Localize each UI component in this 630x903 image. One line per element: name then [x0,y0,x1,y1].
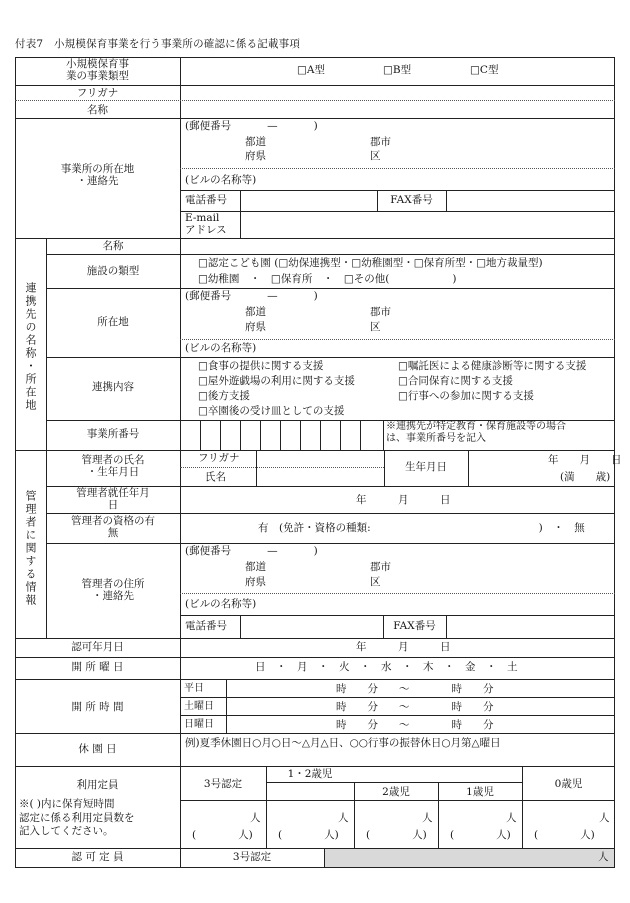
digit-cell-divider [240,420,241,450]
capacity-count-cell[interactable]: 人 [422,812,433,824]
type-a-checkbox[interactable]: □A型 [297,64,326,76]
digit-cell-divider [200,420,201,450]
support-item-7[interactable]: □卒園後の受け皿としての支援 [198,405,345,417]
business-type-label: 小規模保育事 業の事業類型 [66,58,129,83]
support-item-5[interactable]: □後方支援 [198,390,250,402]
digit-cell-divider [320,420,321,450]
partner-address-label: 所在地 [97,316,129,328]
manager-name-label: 管理者の氏名 ・生年月日 [81,454,145,479]
closed-days-label: 休 園 日 [78,743,117,755]
approval-date-label: 認可年月日 [71,641,124,653]
qualification-field[interactable]: 有 (免許・資格の種類: ) ・ 無 [258,522,585,534]
support-item-1[interactable]: □食事の提供に関する支援 [198,360,324,372]
short-time-count-cell[interactable]: ( 人) [366,829,427,841]
approved-capacity-label: 認 可 定 員 [71,851,124,863]
capacity-note: ※( )内に保育短時間 認定に係る利用定員数を 記入してください。 [19,798,135,838]
open-days-options[interactable]: 日 ・ 月 ・ 火 ・ 水 ・ 木 ・ 金 ・ 土 [255,661,518,673]
postal-code-label: (郵便番号 — ) [185,120,318,132]
digit-cell-divider [360,420,361,450]
fax-label: FAX番号 [390,194,433,206]
short-time-count-cell[interactable]: ( 人) [278,829,339,841]
building-name-label: (ビルの名称等) [185,174,257,186]
capacity-count-cell[interactable]: 人 [250,812,261,824]
digit-cell-divider [260,420,261,450]
facility-name-label: 名称 [87,104,108,116]
digit-cell-divider [300,420,301,450]
open-hours-label: 開 所 時 間 [71,701,124,713]
email-label: E-mail アドレス [185,212,227,237]
short-time-count-cell[interactable]: ( 人) [450,829,511,841]
manager-qualification-label: 管理者の資格の有 無 [71,515,155,540]
open-days-label: 開 所 曜 日 [71,661,124,673]
capacity-label: 利用定員 [76,779,119,791]
short-time-count-cell[interactable]: ( 人) [534,829,595,841]
facility-address-label: 事業所の所在地 ・連絡先 [60,163,135,188]
digit-cell-divider [220,420,221,450]
facility-category-label: 施設の類型 [86,265,140,277]
form-title: 付表7 小規模保育事業を行う事業所の確認に係る記載事項 [15,38,301,50]
tel-label: 電話番号 [185,194,227,206]
capacity-count-cell[interactable]: 人 [338,812,349,824]
capacity-count-cell[interactable]: 人 [506,812,517,824]
digit-cell-divider [340,420,341,450]
support-item-3[interactable]: □屋外遊戯場の利用に関する支援 [198,375,355,387]
short-time-count-cell[interactable]: ( 人) [192,829,253,841]
category-line2[interactable]: □幼稚園 ・ □保育所 ・ □その他( ) [198,273,457,285]
support-item-2[interactable]: □嘱託医による健康診断等に関する支援 [398,360,587,372]
partner-group-label: 連携先の名称・所在地 [24,282,37,412]
manager-appointment-label: 管理者就任年月 日 [76,487,150,512]
manager-group-label: 管理者に関する情報 [24,490,37,607]
closed-days-example: 例)夏季休園日○月○日～△月△日、○○行事の振替休日○月第△曜日 [185,737,501,749]
manager-address-label: 管理者の住所 ・連絡先 [81,578,145,603]
partner-name-label: 名称 [102,240,124,252]
facility-number-note: ※連携先が特定教育・保育施設等の場合 は、事業所番号を記入 [386,421,566,444]
category-line1[interactable]: □認定こども園 (□幼保連携型・□幼稚園型・□保育所型・□地方裁量型) [198,257,543,269]
facility-number-label: 事業所番号 [86,428,140,440]
digit-cell-divider [280,420,281,450]
type-c-checkbox[interactable]: □C型 [470,64,499,76]
furigana-label: フリガナ [76,87,119,99]
support-content-label: 連携内容 [92,381,134,393]
support-item-6[interactable]: □行事への参加に関する支援 [398,390,534,402]
type-b-checkbox[interactable]: □B型 [383,64,412,76]
support-item-4[interactable]: □合同保育に関する支援 [398,375,513,387]
capacity-count-cell[interactable]: 人 [599,812,610,824]
